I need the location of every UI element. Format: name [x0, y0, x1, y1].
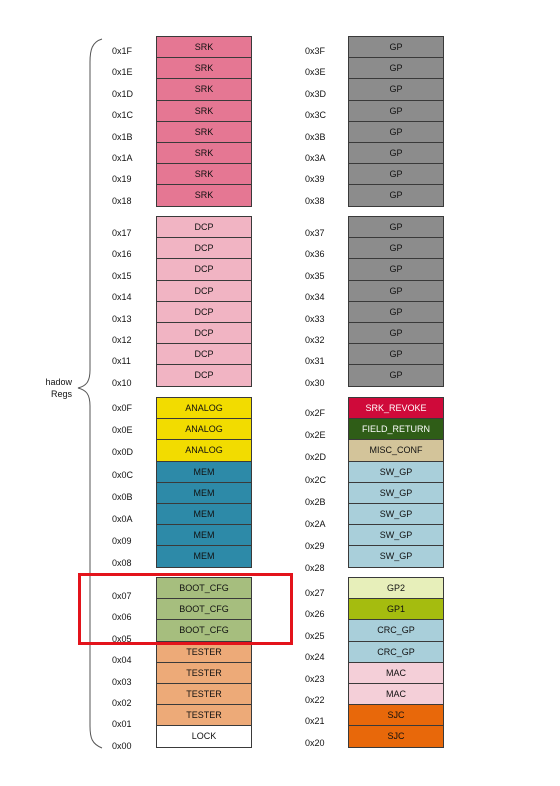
shadow-regs-label: hadow Regs — [45, 377, 72, 399]
right-address-label: 0x2F — [305, 408, 326, 418]
right-register-cell-0x20: SJC — [348, 725, 444, 747]
left-register-cell-0x04: TESTER — [156, 641, 252, 663]
left-address-label: 0x07 — [112, 591, 132, 601]
right-address-label: 0x3B — [305, 131, 326, 142]
left-register-cell-0x0e: ANALOG — [156, 418, 252, 440]
left-address-label: 0x0C — [112, 469, 134, 480]
right-address-label: 0x2A — [305, 519, 326, 529]
right-register-cell-0x2a: SW_GP — [348, 503, 444, 525]
left-address-label: 0x12 — [112, 335, 132, 345]
right-address-label: 0x31 — [305, 356, 325, 367]
right-register-cell-0x3b: GP — [348, 121, 444, 143]
right-register-cell-0x3f: GP — [348, 36, 444, 58]
right-register-cell-0x34: GP — [348, 280, 444, 302]
right-address-label: 0x3A — [305, 153, 326, 163]
right-address-label: 0x2B — [305, 496, 326, 507]
right-address-label: 0x29 — [305, 541, 325, 552]
right-register-cell-0x38: GP — [348, 184, 444, 206]
left-address-label: 0x1F — [112, 46, 133, 56]
right-register-cell-0x28: SW_GP — [348, 545, 444, 567]
left-register-cell-0x05: BOOT_CFG — [156, 619, 252, 641]
left-register-cell-0x0f: ANALOG — [156, 397, 252, 419]
right-register-cell-0x22: MAC — [348, 683, 444, 705]
right-address-label: 0x24 — [305, 652, 325, 663]
left-address-label: 0x18 — [112, 195, 132, 206]
left-address-label: 0x0A — [112, 514, 133, 524]
left-register-cell-0x0b: MEM — [156, 482, 252, 504]
left-address-label: 0x1A — [112, 153, 133, 163]
right-address-label: 0x26 — [305, 609, 325, 620]
left-address-label: 0x15 — [112, 270, 132, 281]
boot-cfg-highlight-box — [78, 573, 293, 645]
right-register-cell-0x35: GP — [348, 258, 444, 280]
right-register-cell-0x23: MAC — [348, 662, 444, 684]
right-register-cell-0x2f: SRK_REVOKE — [348, 397, 444, 419]
left-register-cell-0x14: DCP — [156, 280, 252, 302]
right-register-cell-0x3c: GP — [348, 100, 444, 122]
left-address-label: 0x1D — [112, 88, 134, 99]
right-address-label: 0x22 — [305, 695, 325, 705]
right-address-label: 0x3C — [305, 110, 327, 121]
left-register-cell-0x0c: MEM — [156, 461, 252, 483]
left-address-label: 0x10 — [112, 377, 132, 388]
right-register-cell-0x26: GP1 — [348, 598, 444, 620]
right-address-label: 0x2C — [305, 474, 327, 485]
right-register-cell-0x31: GP — [348, 343, 444, 365]
left-register-cell-0x1a: SRK — [156, 142, 252, 164]
right-address-label: 0x3F — [305, 46, 326, 56]
right-address-label: 0x27 — [305, 588, 325, 598]
left-address-label: 0x01 — [112, 719, 132, 730]
left-address-label: 0x0E — [112, 425, 133, 436]
left-address-label: 0x00 — [112, 740, 132, 751]
left-address-label: 0x06 — [112, 612, 132, 623]
left-register-cell-0x17: DCP — [156, 216, 252, 238]
right-address-label: 0x28 — [305, 563, 325, 574]
left-register-cell-0x12: DCP — [156, 322, 252, 344]
right-address-label: 0x33 — [305, 313, 325, 324]
left-register-cell-0x01: TESTER — [156, 704, 252, 726]
right-address-label: 0x20 — [305, 737, 325, 748]
right-address-label: 0x36 — [305, 249, 325, 260]
right-address-label: 0x2D — [305, 452, 327, 463]
left-register-cell-0x19: SRK — [156, 163, 252, 185]
left-address-label: 0x1C — [112, 110, 134, 121]
right-address-label: 0x3D — [305, 88, 327, 99]
right-register-cell-0x2d: MISC_CONF — [348, 439, 444, 461]
left-address-label: 0x1E — [112, 67, 133, 78]
left-register-cell-0x13: DCP — [156, 301, 252, 323]
left-register-cell-0x10: DCP — [156, 364, 252, 386]
right-address-label: 0x34 — [305, 292, 325, 303]
left-register-cell-0x00: LOCK — [156, 725, 252, 747]
right-register-cell-0x2e: FIELD_RETURN — [348, 418, 444, 440]
left-register-cell-0x08: MEM — [156, 545, 252, 567]
right-address-label: 0x3E — [305, 67, 326, 78]
left-address-label: 0x08 — [112, 558, 132, 569]
left-register-cell-0x1f: SRK — [156, 36, 252, 58]
left-register-cell-0x1b: SRK — [156, 121, 252, 143]
left-register-cell-0x0d: ANALOG — [156, 439, 252, 461]
right-register-cell-0x3d: GP — [348, 78, 444, 100]
left-address-label: 0x13 — [112, 313, 132, 324]
right-address-label: 0x38 — [305, 195, 325, 206]
right-register-cell-0x30: GP — [348, 364, 444, 386]
left-register-cell-0x03: TESTER — [156, 662, 252, 684]
right-register-cell-0x25: CRC_GP — [348, 619, 444, 641]
right-address-label: 0x32 — [305, 335, 325, 345]
left-register-cell-0x1e: SRK — [156, 57, 252, 79]
right-address-label: 0x35 — [305, 270, 325, 281]
right-register-cell-0x27: GP2 — [348, 577, 444, 599]
left-address-label: 0x19 — [112, 174, 132, 185]
left-address-label: 0x04 — [112, 655, 132, 666]
left-register-cell-0x06: BOOT_CFG — [156, 598, 252, 620]
left-register-cell-0x0a: MEM — [156, 503, 252, 525]
left-address-label: 0x05 — [112, 633, 132, 644]
right-register-cell-0x3e: GP — [348, 57, 444, 79]
right-register-cell-0x37: GP — [348, 216, 444, 238]
right-register-cell-0x24: CRC_GP — [348, 641, 444, 663]
right-register-cell-0x21: SJC — [348, 704, 444, 726]
right-register-cell-0x39: GP — [348, 163, 444, 185]
right-address-label: 0x30 — [305, 377, 325, 388]
right-register-cell-0x2c: SW_GP — [348, 461, 444, 483]
right-register-cell-0x33: GP — [348, 301, 444, 323]
right-address-label: 0x21 — [305, 716, 325, 727]
right-register-cell-0x2b: SW_GP — [348, 482, 444, 504]
right-address-label: 0x39 — [305, 174, 325, 185]
left-register-cell-0x02: TESTER — [156, 683, 252, 705]
left-address-label: 0x16 — [112, 249, 132, 260]
left-register-cell-0x1d: SRK — [156, 78, 252, 100]
left-register-cell-0x1c: SRK — [156, 100, 252, 122]
left-address-label: 0x0F — [112, 403, 133, 413]
left-address-label: 0x0D — [112, 447, 134, 458]
left-address-label: 0x1B — [112, 131, 133, 142]
left-register-cell-0x09: MEM — [156, 524, 252, 546]
right-address-label: 0x25 — [305, 630, 325, 641]
left-register-cell-0x11: DCP — [156, 343, 252, 365]
left-register-cell-0x18: SRK — [156, 184, 252, 206]
left-address-label: 0x02 — [112, 698, 132, 708]
right-register-cell-0x3a: GP — [348, 142, 444, 164]
left-register-cell-0x15: DCP — [156, 258, 252, 280]
right-address-label: 0x23 — [305, 673, 325, 684]
left-address-label: 0x11 — [112, 356, 131, 367]
left-register-cell-0x07: BOOT_CFG — [156, 577, 252, 599]
left-address-label: 0x0B — [112, 491, 133, 502]
right-address-label: 0x2E — [305, 430, 326, 441]
left-address-label: 0x17 — [112, 228, 132, 238]
right-register-cell-0x32: GP — [348, 322, 444, 344]
left-register-cell-0x16: DCP — [156, 237, 252, 259]
right-register-cell-0x29: SW_GP — [348, 524, 444, 546]
left-address-label: 0x09 — [112, 536, 132, 547]
left-address-label: 0x03 — [112, 676, 132, 687]
right-register-cell-0x36: GP — [348, 237, 444, 259]
left-address-label: 0x14 — [112, 292, 132, 303]
right-address-label: 0x37 — [305, 228, 325, 238]
